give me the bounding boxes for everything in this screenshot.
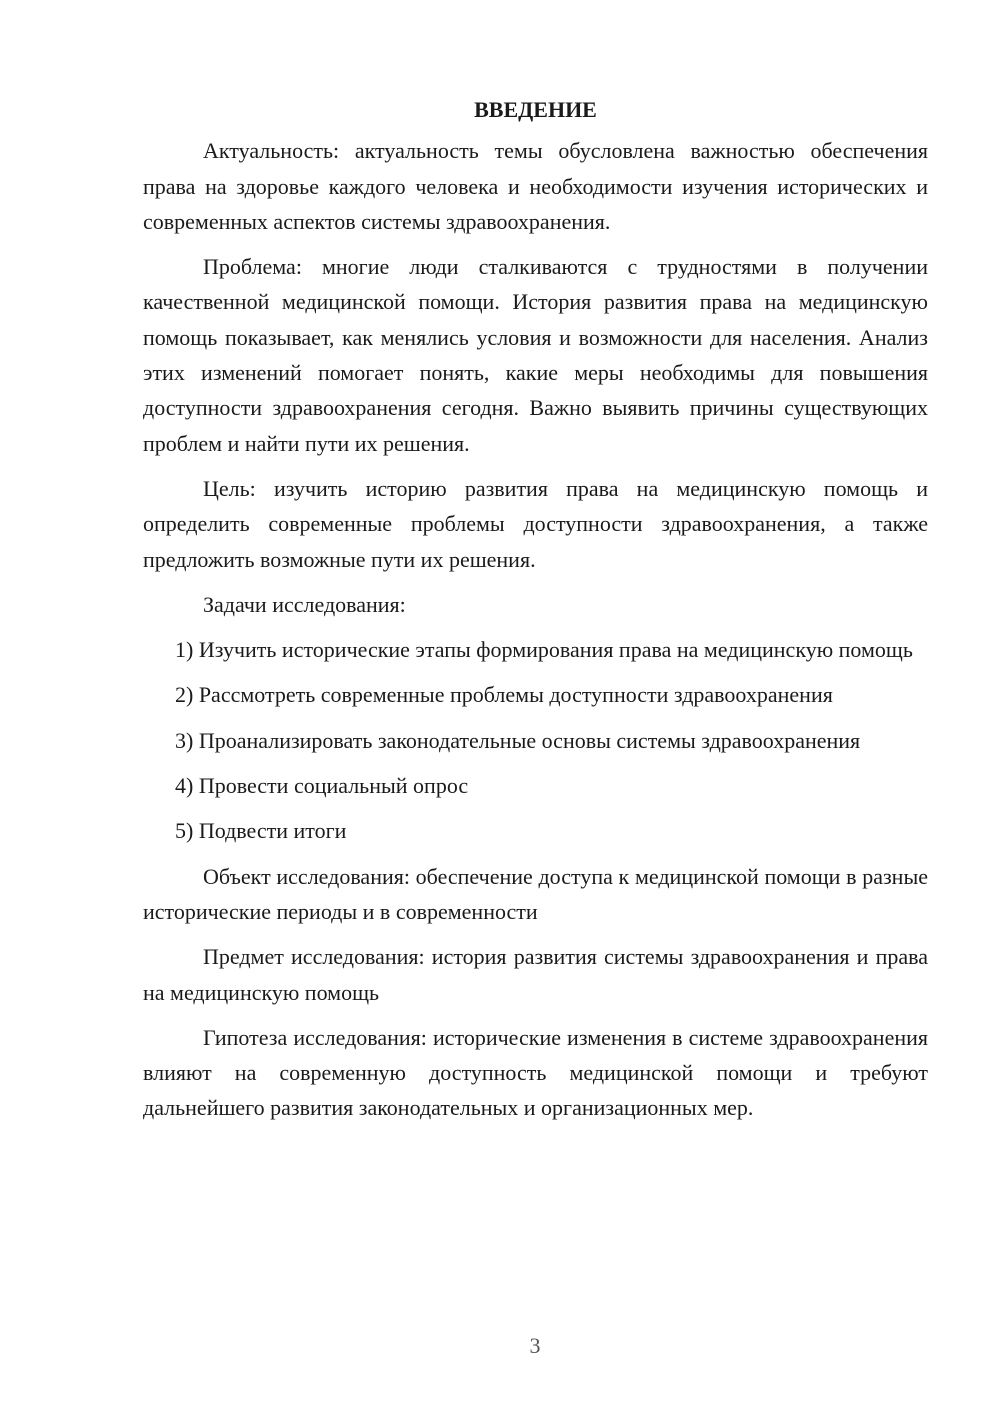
paragraph-relevance: Актуальность: актуальность темы обусловлена важностью обеспечения права на здоровье каждого человека и необходимости изучения исторических и современных аспектов системы здравоохранения. [143, 138, 928, 234]
paragraph-subject: Предмет исследования: история развития системы здравоохранения и права на медицинскую помощь [143, 944, 928, 1005]
task-item-5: 5) Подвести итоги [175, 818, 347, 844]
task-item-1: 1) Изучить исторические этапы формирования права на медицинскую помощь [175, 637, 913, 663]
paragraph-problem: Проблема: многие люди сталкиваются с трудностями в получении качественной медицинской помощи. История развития права на медицинскую помощь показывает, как менялись условия и возможности для населения. Анализ этих изменений помогает понять, какие меры необходимы для повышения доступности здравоохранения сегодня. Важно выявить причины существующих проблем и найти пути их решения. [143, 254, 928, 456]
document-body [143, 92, 928, 1136]
section-title: ВВЕДЕНИЕ [474, 97, 597, 122]
task-item-3: 3) Проанализировать законодательные основы системы здравоохранения [175, 727, 861, 753]
task-item-4: 4) Провести социальный опрос [175, 773, 469, 799]
paragraph-goal: Цель: изучить историю развития права на медицинскую помощь и определить современные проблемы доступности здравоохранения, а также предложить возможные пути их решения. [143, 475, 928, 572]
paragraph-hypothesis: Гипотеза исследования: исторические изменения в системе здравоохранения влияют на современную доступность медицинской помощи и требуют дальнейшего развития законодательных и организационных мер. [143, 1024, 928, 1121]
task-item-2: 2) Рассмотреть современные проблемы доступности здравоохранения [175, 682, 833, 708]
page-number: 3 [529, 1333, 541, 1358]
paragraph-tasks-heading: Задачи исследования: [203, 591, 406, 617]
paragraph-object: Объект исследования: обеспечение доступа к медицинской помощи в разные исторические периоды и в современности [143, 863, 928, 924]
